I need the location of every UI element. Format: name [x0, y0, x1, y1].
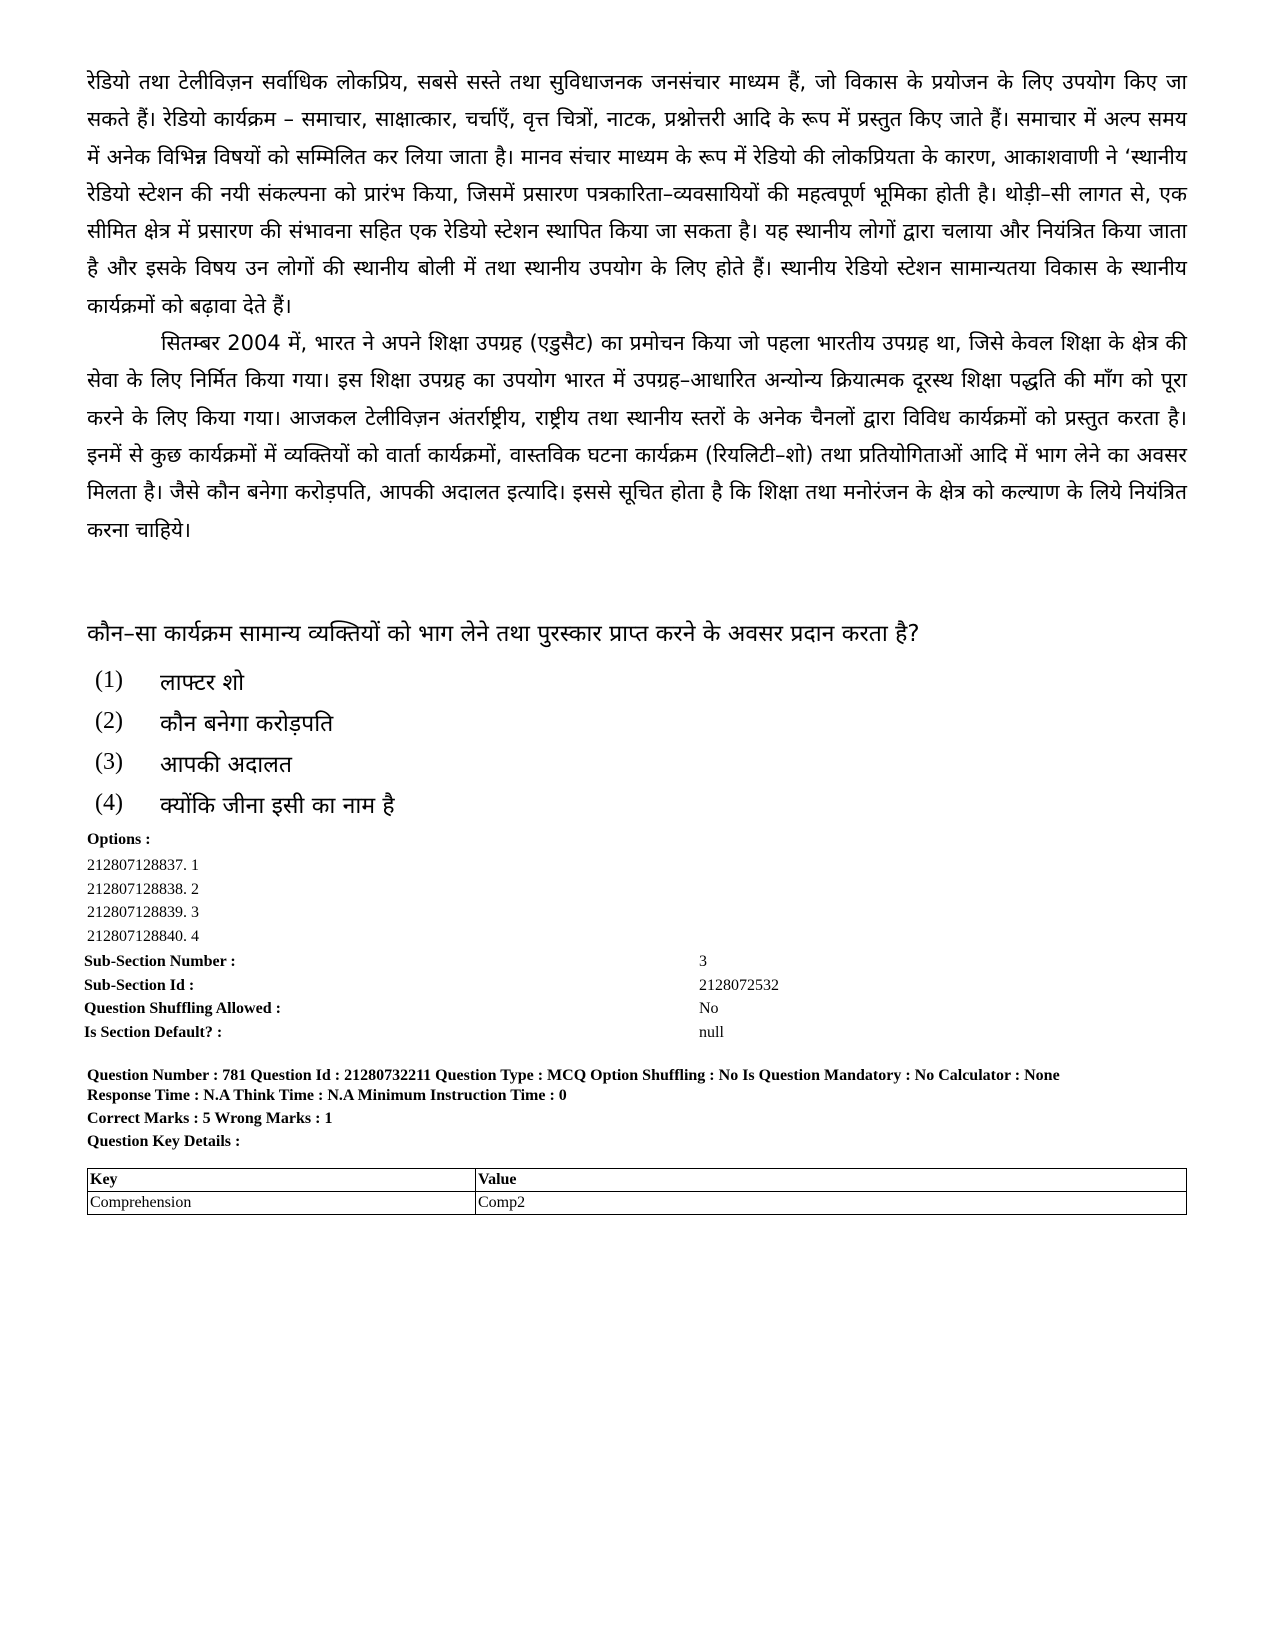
- value-cell: Comp2: [476, 1192, 1187, 1215]
- subsection-row: [84, 950, 779, 974]
- subsection-label: Is Section Default? :: [84, 1023, 223, 1041]
- question-meta-line-2: Response Time : N.A Think Time : N.A Minimum Instruction Time : 0: [87, 1087, 567, 1104]
- subsection-row: [84, 974, 779, 998]
- choice-number: (3): [95, 749, 123, 775]
- subsection-info: [84, 950, 779, 1044]
- options-title: Options :: [87, 831, 151, 848]
- table-row: [88, 1192, 1187, 1215]
- passage-paragraph-1: रेडियो तथा टेलीविज़न सर्वाधिक लोकप्रिय, सबसे सस्ते तथा सुविधाजनक जनसंचार माध्यम हैं, जो विकास के प्रयोजन के लिए उपयोग किए जा सकते हैं। रेडियो कार्यक्रम – समाचार, साक्षात्कार, चर्चाएँ, वृत्त चित्रों, नाटक, प्रश्नोत्तरी आदि के रूप में प्रस्तुत किए जाते हैं। समाचार में अल्प समय में अनेक विभिन्न विषयों को सम्मिलित कर लिया जाता है। मानव संचार माध्यम के रूप में रेडियो की लोकप्रियता के कारण, आकाशवाणी ने ‘स्थानीय रेडियो स्टेशन की नयी संकल्पना को प्रारंभ किया, जिसमें प्रसारण पत्रकारिता–व्यवसायियों की महत्वपूर्ण भूमिका होती है। थोड़ी–सी लागत से, एक सीमित क्षेत्र में प्रसारण की संभावना सहित एक रेडियो स्टेशन स्थापित किया जा सकता है। यह स्थानीय लोगों द्वारा चलाया और नियंत्रित किया जाता है और इसके विषय उन लोगों की स्थानीय बोली में तथा स्थानीय उपयोग के लिए होते हैं। स्थानीय रेडियो स्टेशन सामान्यतया विकास के स्थानीय कार्यक्रमों को बढ़ावा देते हैं।: [87, 70, 1187, 318]
- key-table-header: [88, 1169, 1187, 1192]
- option-id: 212807128839. 3: [87, 904, 199, 921]
- choice-text: आपकी अदालत: [160, 751, 292, 778]
- passage-paragraph-2: सितम्बर 2004 में, भारत ने अपने शिक्षा उपग्रह (एडुसैट) का प्रमोचन किया जो पहला भारतीय उपग्रह था, जिसे केवल शिक्षा के क्षेत्र की सेवा के लिए निर्मित किया गया। इस शिक्षा उपग्रह का उपयोग भारत में उपग्रह–आधारित अन्योन्य क्रियात्मक दूरस्थ शिक्षा पद्धति की माँग को पूरा करने के लिए किया गया। आजकल टेलीविज़न अंतर्राष्ट्रीय, राष्ट्रीय तथा स्थानीय स्तरों के अनेक चैनलों द्वारा विविध कार्यक्रमों को प्रस्तुत करता है। इनमें से कुछ कार्यक्रमों में व्यक्तियों को वार्ता कार्यक्रमों, वास्तविक घटना कार्यक्रम (रियलिटी–शो) तथा प्रतियोगिताओं आदि में भाग लेने का अवसर मिलता है। जैसे कौन बनेगा करोड़पति, आपकी अदालत इत्यादि। इससे सूचित होता है कि शिक्षा तथा मनोरंजन के क्षेत्र को कल्याण के लिये नियंत्रित करना चाहिये।: [87, 331, 1188, 542]
- answer-choice-3: [95, 742, 395, 783]
- subsection-value: No: [699, 1000, 719, 1017]
- choice-number: (4): [95, 790, 123, 816]
- question-key-table: [87, 1168, 1187, 1215]
- choice-number: (2): [95, 708, 123, 734]
- answer-choices: [95, 660, 395, 824]
- choice-text: लाफ्टर शो: [160, 669, 245, 696]
- answer-choice-1: [95, 660, 395, 701]
- option-id: 212807128838. 2: [87, 880, 199, 898]
- subsection-row: [84, 1021, 779, 1045]
- key-details-title: Question Key Details :: [87, 1133, 241, 1150]
- option-id: 212807128840. 4: [87, 927, 199, 945]
- question-metadata: [87, 1066, 1207, 1152]
- choice-number: (1): [95, 667, 123, 693]
- subsection-label: Sub-Section Number :: [84, 953, 236, 970]
- question-meta-line-1: Question Number : 781 Question Id : 21280732211 Question Type : MCQ Option Shuffling : No Is Question Mandatory : No Calculator : None: [87, 1067, 1060, 1084]
- key-cell: Comprehension: [88, 1192, 476, 1215]
- option-id: 212807128837. 1: [87, 857, 199, 874]
- subsection-value: 2128072532: [699, 976, 779, 994]
- value-column-header: Value: [476, 1169, 1187, 1192]
- subsection-value: null: [699, 1023, 724, 1041]
- answer-choice-2: [95, 701, 395, 742]
- key-column-header: Key: [88, 1169, 476, 1192]
- subsection-label: Sub-Section Id :: [84, 976, 195, 994]
- choice-text: कौन बनेगा करोड़पति: [160, 710, 334, 737]
- choice-text: क्योंकि जीना इसी का नाम है: [160, 792, 395, 819]
- marks-line: Correct Marks : 5 Wrong Marks : 1: [87, 1110, 333, 1127]
- option-id-list: [87, 854, 199, 948]
- subsection-label: Question Shuffling Allowed :: [84, 1000, 281, 1017]
- answer-choice-4: [95, 783, 395, 824]
- question-text: कौन–सा कार्यक्रम सामान्य व्यक्तियों को भाग लेने तथा पुरस्कार प्राप्त करने के अवसर प्रदान करता है?: [87, 621, 920, 647]
- subsection-value: 3: [699, 953, 707, 970]
- comprehension-passage: [87, 64, 1187, 549]
- subsection-row: [84, 997, 779, 1021]
